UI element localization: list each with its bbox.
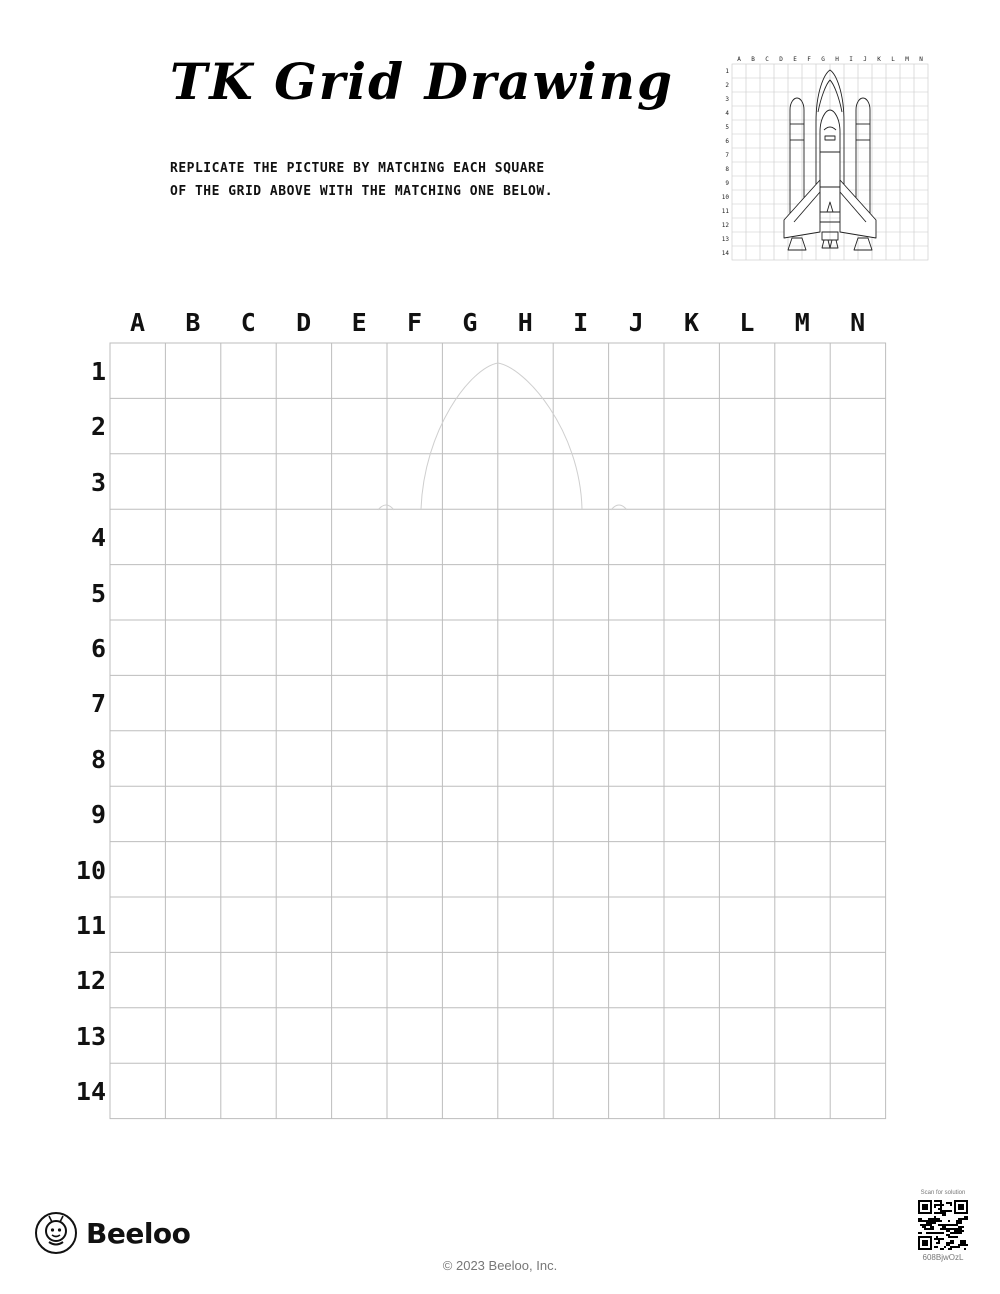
ref-column-label: M [905, 56, 909, 63]
ref-row-label: 6 [725, 138, 729, 145]
ref-row-label: 3 [725, 96, 729, 103]
ref-column-label: C [765, 56, 769, 63]
ref-row-label: 8 [725, 166, 729, 173]
ref-row-label: 9 [725, 180, 729, 187]
column-label: C [240, 308, 256, 337]
ref-row-label: 7 [725, 152, 729, 159]
row-label: 3 [90, 467, 106, 497]
ref-column-label: G [821, 56, 825, 63]
ref-column-label: F [807, 56, 811, 63]
ref-row-label: 4 [725, 110, 729, 117]
row-label: 6 [90, 634, 106, 663]
ref-column-label: J [863, 56, 867, 63]
ref-column-label: A [737, 56, 741, 63]
row-label: 12 [75, 966, 106, 996]
ref-column-label: E [793, 56, 797, 63]
column-label: J [628, 308, 644, 337]
reference-grid [720, 52, 960, 262]
grid-border [110, 343, 886, 1119]
column-label: M [794, 308, 810, 337]
ref-column-label: K [877, 56, 881, 63]
ref-row-label: 14 [721, 250, 729, 257]
reference-picture [720, 52, 960, 262]
row-label: 5 [90, 578, 106, 608]
qr-code-icon[interactable] [918, 1200, 968, 1250]
instructions-line-2: OF THE GRID ABOVE WITH THE MATCHING ONE BELOW. [170, 184, 554, 199]
instructions [170, 157, 600, 203]
row-label: 8 [90, 744, 106, 774]
ref-row-label: 2 [725, 82, 729, 89]
qr-solution[interactable] [912, 1190, 974, 1262]
row-label: 7 [90, 689, 106, 719]
page-title: TK Grid Drawing [170, 52, 674, 111]
column-label: B [185, 308, 201, 337]
column-label: E [351, 308, 367, 337]
row-label: 9 [90, 800, 106, 830]
ref-column-label: H [835, 56, 839, 63]
brand-name: Beeloo [86, 1216, 191, 1250]
copyright: © 2023 Beeloo, Inc. [442, 1258, 558, 1273]
row-label: 10 [75, 855, 106, 885]
starter-outline-left [378, 505, 394, 510]
column-label: N [850, 308, 866, 337]
column-label: K [683, 308, 700, 337]
starter-outline [421, 363, 582, 509]
ref-row-label: 12 [721, 222, 729, 229]
row-label: 1 [90, 357, 106, 386]
row-label: 2 [90, 412, 106, 442]
row-label: 13 [75, 1021, 106, 1051]
column-label: A [129, 308, 146, 337]
ref-column-label: B [751, 56, 755, 63]
column-label: I [573, 308, 589, 337]
ref-column-label: L [891, 56, 895, 63]
column-label: D [296, 308, 312, 337]
ref-row-label: 11 [721, 208, 729, 215]
ref-column-label: N [919, 56, 923, 63]
qr-code-id: 608BjwOzL [922, 1253, 964, 1262]
ref-column-label: I [849, 56, 853, 63]
ref-row-label: 5 [725, 124, 729, 131]
column-label: G [462, 308, 478, 337]
ref-row-label: 1 [725, 68, 729, 75]
starter-outline-right [611, 505, 627, 510]
ref-column-label: D [779, 56, 783, 63]
qr-caption: Scan for solution [920, 1190, 966, 1196]
column-label: F [406, 308, 423, 337]
ref-row-label: 13 [721, 236, 729, 243]
column-label: H [517, 308, 533, 337]
instructions-line-1: REPLICATE THE PICTURE BY MATCHING EACH SQUARE [170, 161, 545, 176]
row-label: 14 [75, 1077, 106, 1107]
bee-icon [34, 1211, 78, 1255]
row-label: 11 [75, 911, 106, 940]
ref-row-label: 10 [721, 194, 729, 201]
brand-logo [34, 1211, 190, 1255]
row-label: 4 [90, 523, 106, 553]
column-label: L [739, 308, 755, 337]
